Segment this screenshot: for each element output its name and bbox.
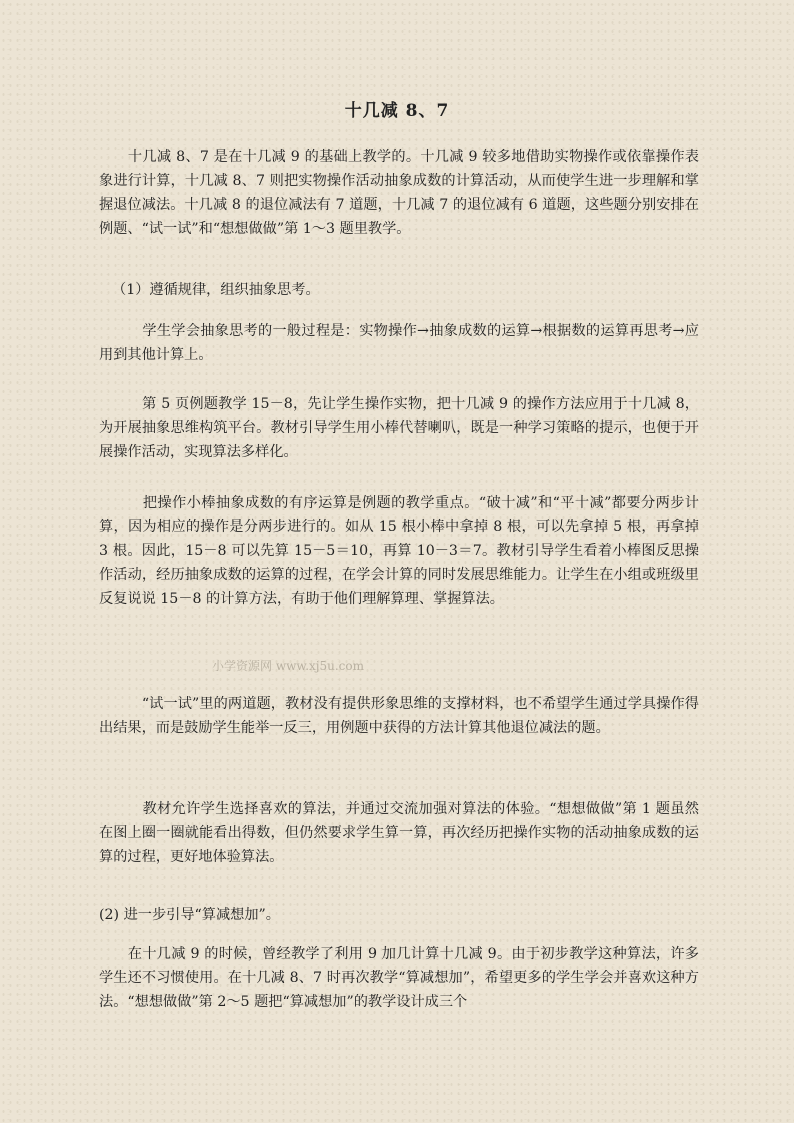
paragraph-heading-1: （1）遵循规律，组织抽象思考。	[112, 282, 320, 298]
paragraph-choose-algorithm: 教材允许学生选择喜欢的算法，并通过交流加强对算法的体验。“想想做做”第 1 题虽然在图上圈一圈就能看出得数，但仍然要求学生算一算，再次经历把操作实物的活动抽象成数的运算的过程，更好地体验算法。	[99, 801, 699, 865]
paragraph-heading-2: (2) 进一步引导“算减想加”。	[99, 907, 280, 923]
paragraph-intro: 十几减 8、7 是在十几减 9 的基础上教学的。十几减 9 较多地借助实物操作或依靠操作表象进行计算，十几减 8、7 则把实物操作活动抽象成数的计算活动，从而使学生进一步理解和掌握退位减法。十几减 8 的退位减法有 7 道题，十几减 7 的退位减有 6 道题，这些题分别安排在例题、“试一试”和“想想做做”第 1～3 题里教学。	[99, 149, 699, 237]
watermark-text: 小学资源网 www.xj5u.com	[212, 659, 365, 673]
paragraph-key-point: 把操作小棒抽象成数的有序运算是例题的教学重点。“破十减”和“平十减”都要分两步计算，因为相应的操作是分两步进行的。如从 15 根小棒中拿掉 8 根，可以先拿掉 5 根，再拿掉 3 根。因此，15－8 可以先算 15－5＝10，再算 10－3＝7。教材引导学生看着小棒图反思操作活动，经历抽象成数的运算的过程，在学会计算的同时发展思维能力。让学生在小组或班级里反复说说 15－8 的计算方法，有助于他们理解算理、掌握算法。	[99, 495, 699, 607]
paragraph-example-teaching: 第 5 页例题教学 15－8，先让学生操作实物，把十几减 9 的操作方法应用于十几减 8，为开展抽象思维构筑平台。教材引导学生用小棒代替喇叭，既是一种学习策略的提示，也便于开展操作活动，实现算法多样化。	[99, 396, 699, 460]
paragraph-subtract-think-add: 在十几减 9 的时候，曾经教学了利用 9 加几计算十几减 9。由于初步教学这种算法，许多学生还不习惯使用。在十几减 8、7 时再次教学“算减想加”，希望更多的学生学会并喜欢这种方法。“想想做做”第 2～5 题把“算减想加”的教学设计成三个	[99, 946, 699, 1010]
paragraph-try-it: “试一试”里的两道题，教材没有提供形象思维的支撑材料，也不希望学生通过学具操作得出结果，而是鼓励学生能举一反三，用例题中获得的方法计算其他退位减法的题。	[99, 696, 699, 736]
paragraph-abstract-process: 学生学会抽象思考的一般过程是：实物操作→抽象成数的运算→根据数的运算再思考→应用到其他计算上。	[99, 323, 699, 363]
document-title: 十几减 8、7	[344, 101, 450, 121]
